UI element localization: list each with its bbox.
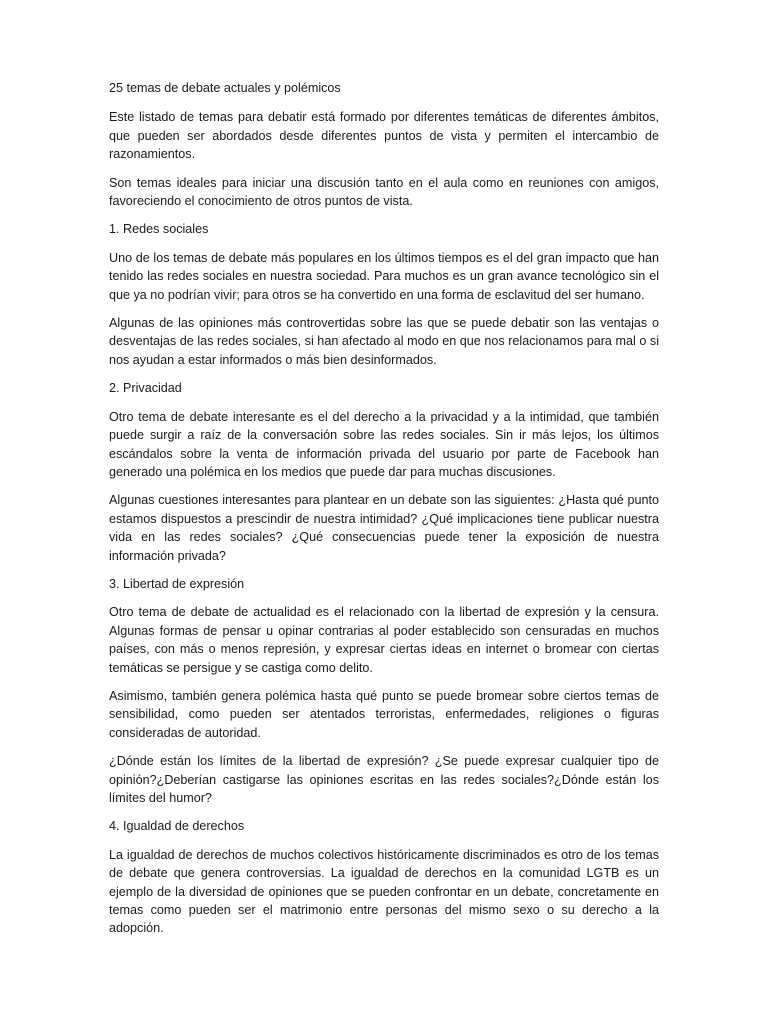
section-igualdad-de-derechos	[109, 817, 659, 937]
section-paragraph: ¿Dónde están los límites de la libertad de expresión? ¿Se puede expresar cualquier tipo de opinión?¿Deberían castigarse las opiniones escritas en las redes sociales?¿Dónde están los límites del humor?	[109, 754, 659, 805]
section-paragraph: Asimismo, también genera polémica hasta qué punto se puede bromear sobre ciertos temas de sensibilidad, como pueden ser atentados terroristas, enfermedades, religiones o figuras consideradas de autoridad.	[109, 688, 659, 740]
intro-paragraph: Este listado de temas para debatir está formado por diferentes temáticas de diferentes ámbitos, que pueden ser abordados desde diferentes puntos de vista y permiten el intercambio de razonamientos.	[109, 110, 659, 162]
section-paragraph: Algunas cuestiones interesantes para plantear en un debate son las siguientes: ¿Hasta qué punto estamos dispuestos a prescindir de nuestra intimidad? ¿Qué implicaciones tiene publicar nuestra vida en las redes sociales? ¿Qué consecuencias puede tener la exposición de nuestra información privada?	[109, 493, 659, 563]
section-libertad-de-expresion	[109, 575, 659, 807]
section-redes-sociales	[109, 220, 659, 369]
intro-paragraph: Son temas ideales para iniciar una discusión tanto en el aula como en reuniones con amigos, favoreciendo el conocimiento de otros puntos de vista.	[109, 175, 659, 209]
section-paragraph: Otro tema de debate de actualidad es el relacionado con la libertad de expresión y la censura. Algunas formas de pensar u opinar contrarias al poder establecido son censuradas en muchos países, con más o menos represión, y expresar ciertas ideas en internet o bromear con ciertas temáticas se persigue y se castiga como delito.	[109, 605, 659, 675]
section-heading: 4. Igualdad de derechos	[109, 819, 245, 834]
section-heading: 1. Redes sociales	[109, 222, 209, 237]
section-heading: 3. Libertad de expresión	[109, 576, 245, 591]
section-heading: 2. Privacidad	[109, 381, 182, 396]
section-paragraph: Algunas de las opiniones más controvertidas sobre las que se puede debatir son las ventajas o desventajas de las redes sociales, si han afectado al modo en que nos relacionamos para mal o si nos ayudan a estar informados o más bien desinformados.	[109, 316, 659, 367]
section-paragraph: Otro tema de debate interesante es el del derecho a la privacidad y a la intimidad, que también puede surgir a raíz de la conversación sobre las redes sociales. Sin ir más lejos, los últimos escándalos sobre la venta de información privada del usuario por parte de Facebook han generado una polémica en los medios que puede dar para muchas discusiones.	[109, 409, 659, 479]
section-privacidad	[109, 379, 659, 565]
section-paragraph: Uno de los temas de debate más populares en los últimos tiempos es el del gran impacto que han tenido las redes sociales en nuestra sociedad. Para muchos es un gran avance tecnológico sin el que ya no podrían vivir; para otros se ha convertido en una forma de esclavitud del ser humano.	[109, 250, 659, 302]
section-paragraph: La igualdad de derechos de muchos colectivos históricamente discriminados es otro de los temas de debate que genera controversias. La igualdad de derechos en la comunidad LGTB es un ejemplo de la diversidad de opiniones que se pueden confrontar en un debate, concretamente en temas como pueden ser el matrimonio entre personas del mismo sexo o su derecho a la adopción.	[109, 847, 659, 936]
document-title: 25 temas de debate actuales y polémicos	[109, 81, 341, 95]
document-page	[109, 79, 659, 948]
